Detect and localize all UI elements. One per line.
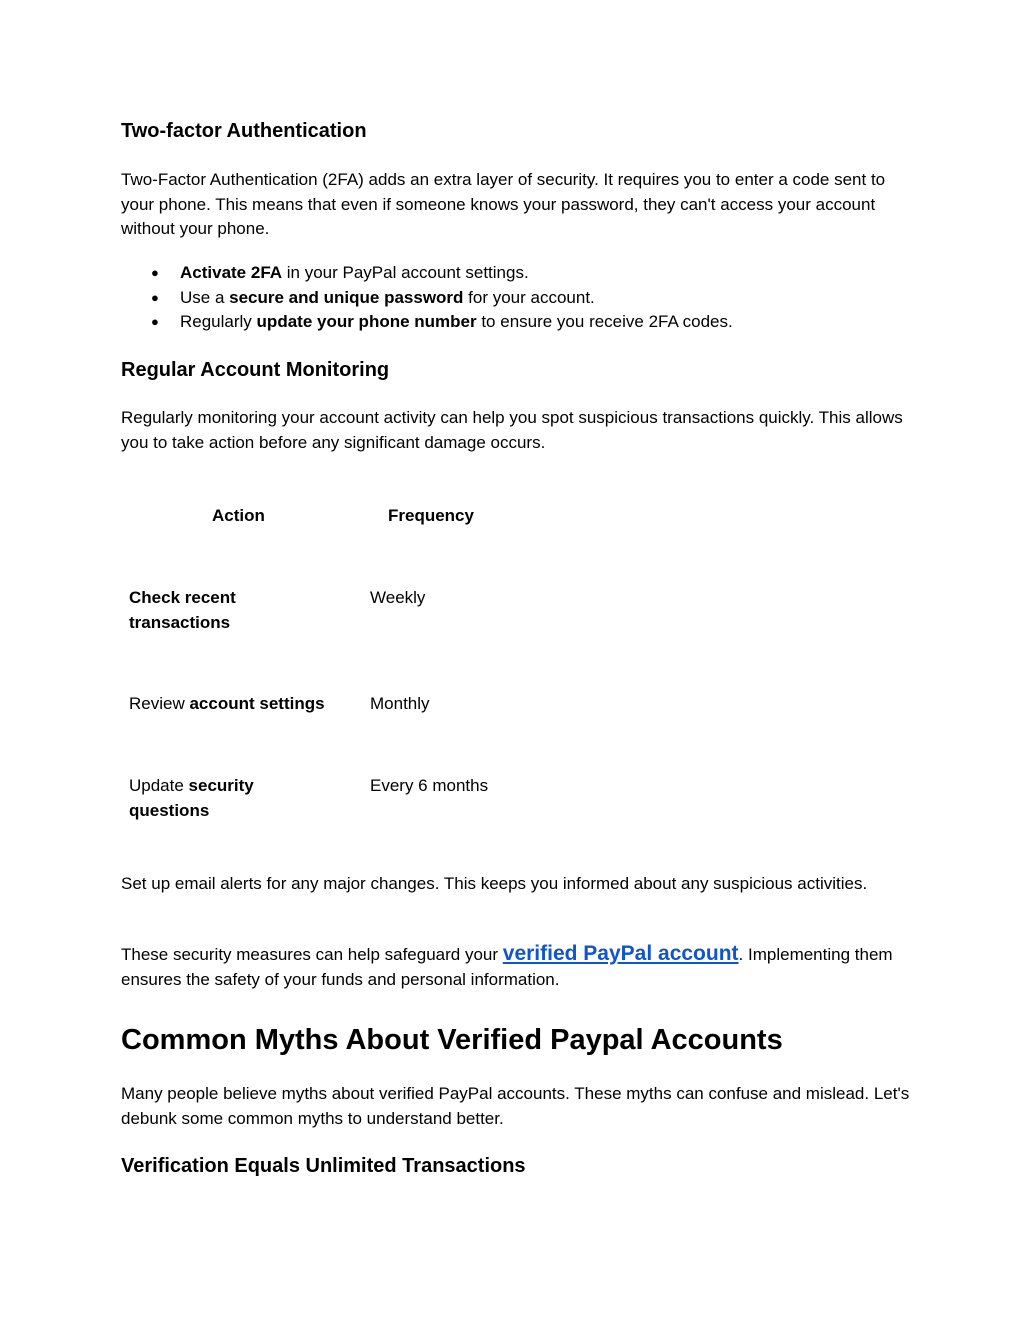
- table-cell-frequency: Weekly: [370, 588, 426, 607]
- monitoring-heading: Regular Account Monitoring: [121, 359, 390, 381]
- monitoring-paragraph: Regularly monitoring your account activity can help you spot suspicious transactions quickly. This allows you to take action before any significant damage occurs.: [121, 408, 903, 452]
- table-cell-action: Review account settings: [129, 694, 325, 713]
- bullet-item: ● Use a secure and unique password for your account.: [121, 286, 733, 311]
- myths-heading: Common Myths About Verified Paypal Accounts: [121, 1024, 783, 1056]
- myths-paragraph: Many people believe myths about verified PayPal accounts. These myths can confuse and mislead. Let's debunk some common myths to understand better.: [121, 1084, 910, 1128]
- safeguard-paragraph: These security measures can help safeguard your verified PayPal account. Implementing them ensures the safety of your funds and personal information.: [121, 942, 893, 989]
- twofa-paragraph: Two-Factor Authentication (2FA) adds an extra layer of security. It requires you to enter a code sent to your phone. This means that even if someone knows your password, they can't access your account without your phone.: [121, 170, 886, 238]
- table-header-frequency: Frequency: [388, 506, 474, 525]
- bullet-item: ● Activate 2FA in your PayPal account settings.: [121, 261, 733, 286]
- table-cell-frequency: Monthly: [370, 694, 430, 713]
- table-cell-action: Update security questions: [129, 776, 254, 820]
- table-cell-action: Check recent transactions: [129, 588, 236, 632]
- bullet-item: ● Regularly update your phone number to ensure you receive 2FA codes.: [121, 310, 733, 335]
- twofa-heading: Two-factor Authentication: [121, 120, 367, 142]
- myths-subheading: Verification Equals Unlimited Transactions: [121, 1155, 526, 1177]
- table-cell-frequency: Every 6 months: [370, 776, 489, 795]
- verified-paypal-link[interactable]: verified PayPal account: [502, 942, 739, 965]
- alerts-paragraph: Set up email alerts for any major changes. This keeps you informed about any suspicious activities.: [121, 874, 868, 893]
- twofa-bullet-list: [121, 261, 733, 335]
- table-header-action: Action: [212, 506, 265, 525]
